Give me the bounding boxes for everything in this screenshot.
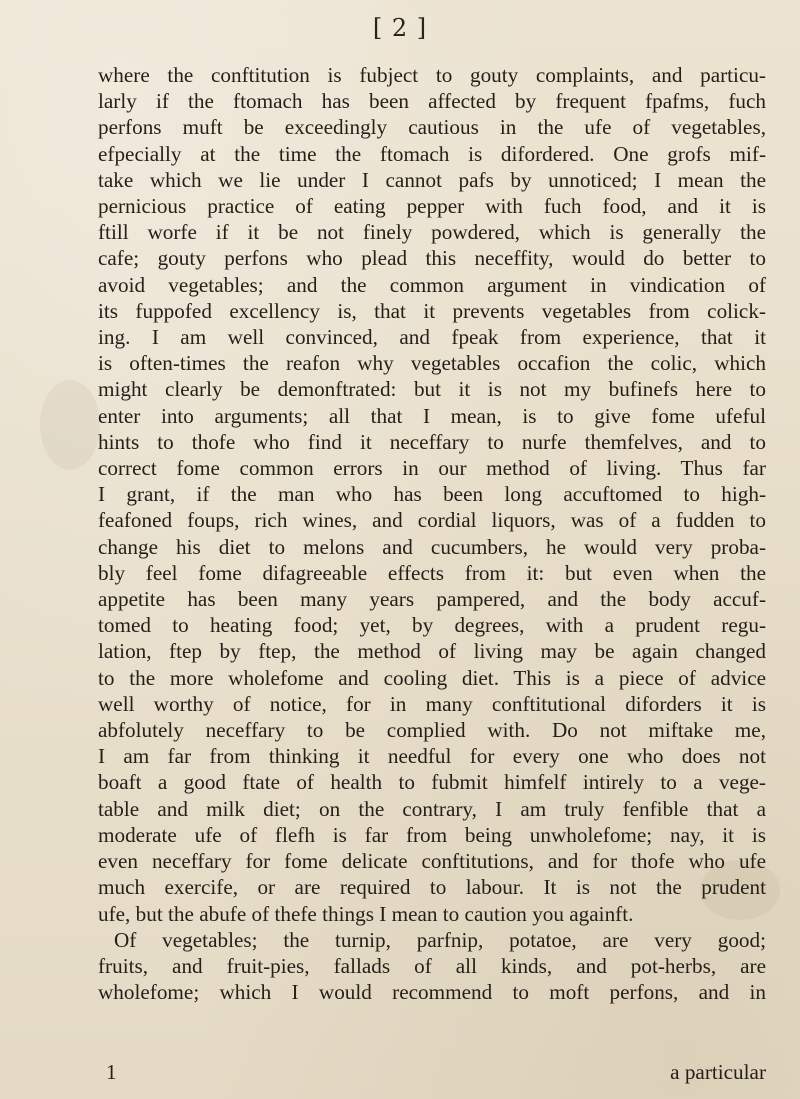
body-text bbox=[98, 62, 766, 1005]
text-line: cafe; gouty perfons who plead this neceffity, would do better to bbox=[98, 246, 766, 271]
text-line: larly if the ftomach has been affected by frequent fpafms, fuch bbox=[98, 89, 766, 114]
text-line: Of vegetables; the turnip, parfnip, potatoe, are very good; bbox=[114, 927, 766, 952]
text-line: efpecially at the time the ftomach is difordered. One grofs mif- bbox=[98, 141, 766, 166]
signature-mark: 1 bbox=[106, 1060, 117, 1084]
text-line: I am far from thinking it needful for every one who does not bbox=[98, 744, 766, 769]
text-line: ing. I am well convinced, and fpeak from experience, that it bbox=[98, 325, 766, 350]
page-number-header: [ 2 ] bbox=[372, 14, 428, 42]
text-line: bly feel fome difagreeable effects from it: but even when the bbox=[98, 560, 766, 585]
text-line: fruits, and fruit-pies, fallads of all kinds, and pot-herbs, are bbox=[98, 953, 766, 978]
text-line: avoid vegetables; and the common argument in vindication of bbox=[98, 272, 766, 297]
text-line: even neceffary for fome delicate conftitutions, and for thofe who ufe bbox=[98, 849, 766, 874]
text-line: ufe, but the abufe of thefe things I mean to caution you againft. bbox=[98, 901, 634, 926]
text-line: moderate ufe of flefh is far from being unwholefome; nay, it is bbox=[98, 822, 766, 847]
text-line: table and milk diet; on the contrary, I am truly fenfible that a bbox=[98, 796, 766, 821]
paper-stain bbox=[40, 380, 100, 470]
text-line: change his diet to melons and cucumbers, he would very proba- bbox=[98, 534, 766, 559]
text-line: feafoned foups, rich wines, and cordial liquors, was of a fudden to bbox=[98, 508, 766, 533]
text-line: pernicious practice of eating pepper with fuch food, and it is bbox=[98, 194, 766, 219]
catchword: a particular bbox=[670, 1060, 766, 1084]
text-line: its fuppofed excellency is, that it prevents vegetables from colick- bbox=[98, 298, 766, 323]
text-line: to the more wholefome and cooling diet. This is a piece of advice bbox=[98, 665, 766, 690]
text-line: where the conftitution is fubject to gouty complaints, and particu- bbox=[98, 63, 766, 87]
text-line: ftill worfe if it be not finely powdered, which is generally the bbox=[98, 220, 766, 245]
text-line: lation, ftep by ftep, the method of living may be again changed bbox=[98, 639, 766, 664]
text-line: I grant, if the man who has been long accuftomed to high- bbox=[98, 482, 766, 507]
text-line: enter into arguments; all that I mean, is to give fome ufeful bbox=[98, 403, 766, 428]
text-line: take which we lie under I cannot pafs by unnoticed; I mean the bbox=[98, 167, 766, 192]
text-line: hints to thofe who find it neceffary to nurfe themfelves, and to bbox=[98, 429, 766, 454]
text-line: well worthy of notice, for in many conftitutional diforders it is bbox=[98, 691, 766, 716]
text-line: abfolutely neceffary to be complied with. Do not miftake me, bbox=[98, 718, 766, 743]
text-line: correct fome common errors in our method of living. Thus far bbox=[98, 456, 766, 481]
page-footer bbox=[98, 1060, 766, 1086]
text-line: wholefome; which I would recommend to moft perfons, and in bbox=[98, 980, 766, 1005]
text-line: much exercife, or are required to labour. It is not the prudent bbox=[98, 875, 766, 900]
text-line: appetite has been many years pampered, and the body accuf- bbox=[98, 587, 766, 612]
text-line: boaft a good ftate of health to fubmit himfelf intirely to a vege- bbox=[98, 770, 766, 795]
text-line: tomed to heating food; yet, by degrees, with a prudent regu- bbox=[98, 613, 766, 638]
text-line: is often-times the reafon why vegetables occafion the colic, which bbox=[98, 351, 766, 376]
text-line: might clearly be demonftrated: but it is not my bufinefs here to bbox=[98, 377, 766, 402]
text-line: perfons muft be exceedingly cautious in the ufe of vegetables, bbox=[98, 115, 766, 140]
